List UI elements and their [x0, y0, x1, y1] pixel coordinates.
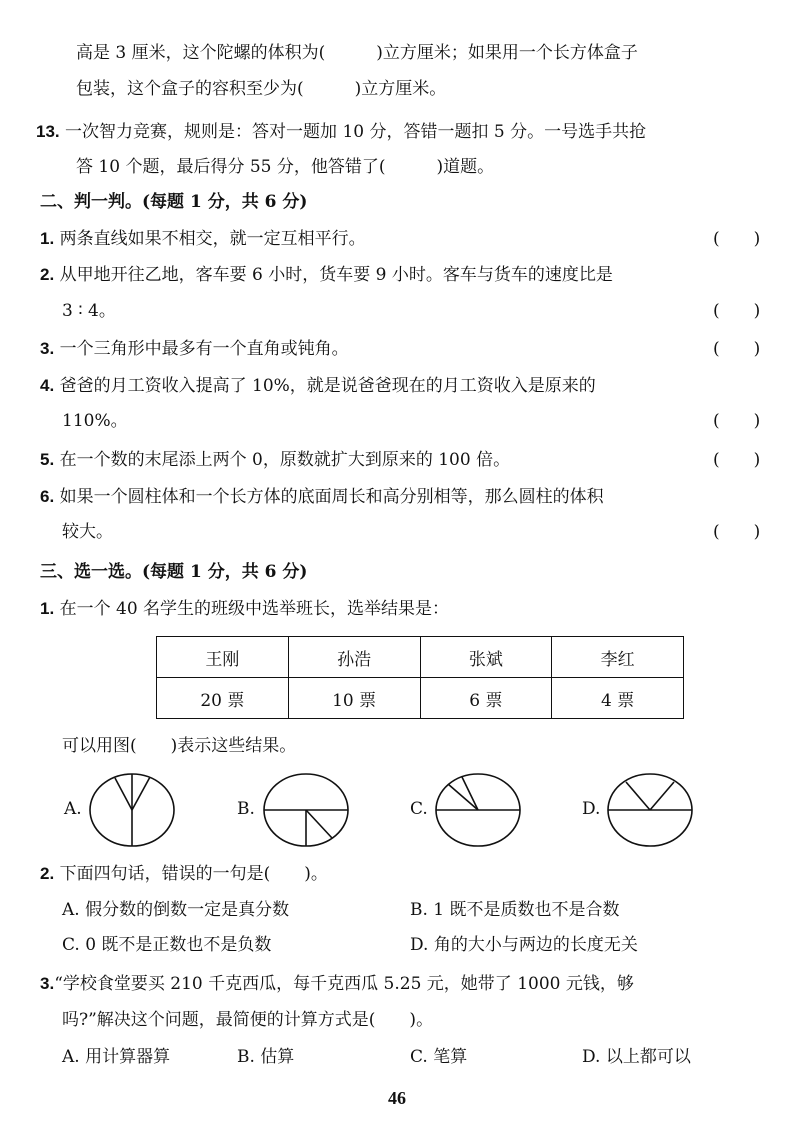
q13-number: 13. [36, 122, 60, 141]
judge-item-2 [40, 263, 613, 287]
table-cell: 6 票 [420, 678, 552, 719]
pie-option-c-icon[interactable] [434, 772, 522, 848]
judge-answer-5[interactable]: ( ) [713, 450, 761, 470]
judge-item-4-line2: 110%。 [62, 411, 128, 431]
judge-item-5 [40, 448, 510, 472]
judge-item-text: 一个三角形中最多有一个直角或钝角。 [59, 339, 349, 359]
option-b-label[interactable]: B. [237, 799, 255, 819]
option-a-label[interactable]: A. [64, 799, 82, 819]
option-c-label[interactable]: C. [410, 799, 428, 819]
choose-q3-number: 3. [40, 974, 55, 993]
option-d-label[interactable]: D. [582, 799, 601, 819]
choose-q2-option-d[interactable]: D. 角的大小与两边的长度无关 [410, 935, 638, 955]
table-row [157, 637, 684, 678]
judge-answer-2[interactable]: ( ) [713, 301, 761, 321]
table-cell: 20 票 [157, 678, 289, 719]
judge-item-number: 4. [40, 376, 55, 395]
judge-item-number: 6. [40, 487, 55, 506]
choose-q1-number: 1. [40, 599, 55, 618]
q13-line2: 答 10 个题，最后得分 55 分，他答错了( )道题。 [76, 157, 495, 177]
pie-option-a-icon[interactable] [88, 772, 176, 848]
judge-item-text: 从甲地开往乙地，客车要 6 小时，货车要 9 小时。客车与货车的速度比是 [59, 265, 613, 285]
choose-q2-option-b[interactable]: B. 1 既不是质数也不是合数 [410, 900, 620, 920]
judge-answer-4[interactable]: ( ) [713, 411, 761, 431]
table-cell: 4 票 [552, 678, 684, 719]
judge-item-number: 1. [40, 229, 55, 248]
judge-item-number: 3. [40, 339, 55, 358]
judge-item-number: 5. [40, 450, 55, 469]
judge-item-text: 爸爸的月工资收入提高了 10%，就是说爸爸现在的月工资收入是原来的 [59, 376, 596, 396]
table-header-cell: 李红 [552, 637, 684, 678]
choose-q3-option-a[interactable]: A. 用计算器算 [62, 1047, 171, 1067]
choose-q1-after: 可以用图( )表示这些结果。 [62, 736, 297, 756]
choose-q3-line2: 吗?”解决这个问题，最简便的计算方式是( )。 [62, 1010, 434, 1030]
q13-text: 一次智力竞赛，规则是：答对一题加 10 分，答错一题扣 5 分。一号选手共抢 [65, 122, 647, 142]
choose-q2-text: 下面四句话，错误的一句是( )。 [59, 864, 328, 884]
judge-item-text: 在一个数的末尾添上两个 0，原数就扩大到原来的 100 倍。 [59, 450, 511, 470]
judge-item-text: 如果一个圆柱体和一个长方体的底面周长和高分别相等，那么圆柱的体积 [59, 487, 604, 507]
table-row [157, 678, 684, 719]
judge-answer-3[interactable]: ( ) [713, 339, 761, 359]
judge-item-6 [40, 485, 604, 509]
section-judge-heading: 二、判一判。(每题 1 分，共 6 分) [40, 192, 308, 212]
q13-line1 [36, 120, 646, 144]
choose-q3 [40, 972, 634, 996]
choose-q3-text: “学校食堂要买 210 千克西瓜，每千克西瓜 5.25 元，她带了 1000 元钱，够 [54, 974, 634, 994]
judge-answer-6[interactable]: ( ) [713, 522, 761, 542]
table-cell: 10 票 [288, 678, 420, 719]
judge-item-3 [40, 337, 349, 361]
judge-item-number: 2. [40, 265, 55, 284]
judge-item-text: 两条直线如果不相交，就一定互相平行。 [59, 229, 366, 249]
page-number: 46 [388, 1088, 406, 1108]
judge-item-6-line2: 较大。 [62, 522, 113, 542]
table-header-cell: 孙浩 [288, 637, 420, 678]
choose-q2-option-c[interactable]: C. 0 既不是正数也不是负数 [62, 935, 272, 955]
pie-option-b-icon[interactable] [262, 772, 350, 848]
judge-item-1 [40, 227, 366, 251]
judge-answer-1[interactable]: ( ) [713, 229, 761, 249]
section-choose-heading: 三、选一选。(每题 1 分，共 6 分) [40, 562, 308, 582]
judge-item-2-line2: 3 ∶ 4。 [62, 301, 116, 321]
pie-option-d-icon[interactable] [606, 772, 694, 848]
choose-q3-option-c[interactable]: C. 笔算 [410, 1047, 468, 1067]
vote-results-table [156, 636, 684, 719]
choose-q2 [40, 862, 328, 886]
judge-item-4 [40, 374, 596, 398]
choose-q2-number: 2. [40, 864, 55, 883]
choose-q1 [40, 597, 449, 621]
table-header-cell: 张斌 [420, 637, 552, 678]
choose-q3-option-d[interactable]: D. 以上都可以 [582, 1047, 691, 1067]
q12-continuation-line2: 包装，这个盒子的容积至少为( )立方厘米。 [76, 79, 447, 99]
choose-q2-option-a[interactable]: A. 假分数的倒数一定是真分数 [62, 900, 290, 920]
choose-q1-text: 在一个 40 名学生的班级中选举班长，选举结果是： [59, 599, 450, 619]
table-header-cell: 王刚 [157, 637, 289, 678]
choose-q3-option-b[interactable]: B. 估算 [237, 1047, 295, 1067]
q12-continuation-line1: 高是 3 厘米，这个陀螺的体积为( )立方厘米；如果用一个长方体盒子 [76, 43, 638, 63]
